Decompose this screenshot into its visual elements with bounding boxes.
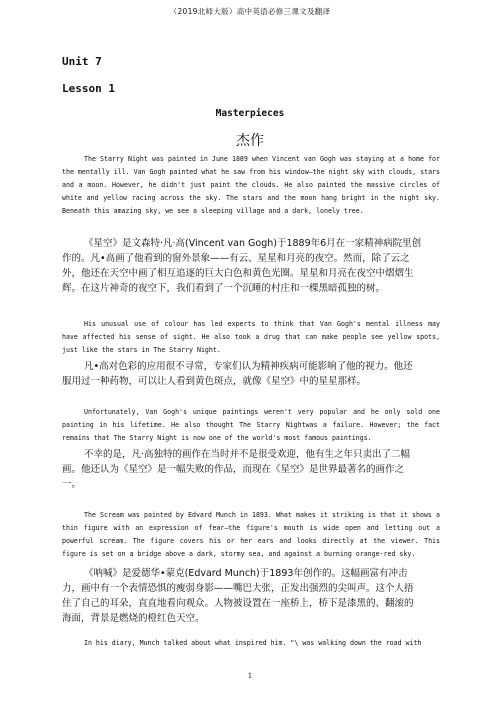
paragraph-3-cn: 不幸的是，凡·高独特的画作在当时并不是很受欢迎，他有生之年只卖出了二幅画。他还认为《星空》是一幅失败的作品，而现在《星空》是世界最著名的画作之一。 <box>62 449 411 490</box>
paragraph-4-en: The Scream was painted by Edvard Munch in 1893. What makes it striking is that it shows a thin figure with an expression of fear—the figure's mouth is wide open and letting out a powerful scream. The figure covers his or her ears and looks directly at the viewer. This figure is set on a bridge above a dark, stormy sea, and against a burning orange-red sky. <box>62 511 440 558</box>
paragraph-5-en: In his diary, Munch talked about what inspired him. "\ was walking down the road with <box>84 639 422 647</box>
unit-heading: Unit 7 <box>62 55 102 68</box>
page-number: 1 <box>247 672 253 680</box>
paragraph-1-en: The Starry Night was painted in June 1889 when Vincent van Gogh was staying at a home for the mentally ill. Van Gogh painted what he saw from his window—the night sky with clouds, stars and a moon. However, he didn't just paint the clouds. He also painted the massive circles of white and yellow racing across the sky. The stars and the moon hang bright in the night sky. Beneath this amazing sky, we see a sleeping village and a dark, lonely tree. <box>62 155 440 215</box>
chinese-title: 杰作 <box>236 133 264 149</box>
paragraph-4-cn: 《呐喊》是爱德华•蒙克(Edvard Munch)于1893年创作的。这幅画富有冲击力，画中有一个表情恐惧的瘦弱身影——嘴巴大张，正发出强烈的尖叫声。这个人捂住了自己的耳朵，直直地看向观众。人物被设置在一座桥上，桥下是漆黑的、翻滚的海面，背景是燃烧的橙红色天空。 <box>62 568 414 624</box>
paragraph-2-cn: 凡•高对色彩的应用很不寻常，专家们认为精神疾病可能影响了他的视力。他还服用过一种药物，可以让人看到黄色斑点，就像《星空》中的星星那样。 <box>62 361 413 387</box>
page-header: （2019北师大版）高中英语必修三课文及翻译 <box>169 7 331 16</box>
paragraph-1-cn: 《星空》是文森特·凡·高(Vincent van Gogh)于1889年6月在一家精神病院里创作的。凡•高画了他看到的窗外景象——有云、星星和月亮的夜空。然而，除了云之外，他还在天空中画了相互追逐的巨大白色和黄色光圈。星星和月亮在夜空中熠熠生辉。在这片神奇的夜空下，我们看到了一个沉睡的村庄和一棵黑暗孤独的树。 <box>62 238 422 294</box>
lesson-subtitle: Masterpieces <box>215 108 285 119</box>
paragraph-2-en: His unusual use of colour has led experts to think that Van Gogh's mental illness may have affected his sense of sight. He also took a drug that can make people see yellow spots, just like the stars in The Starry Night. <box>62 320 440 354</box>
paragraph-3-en: Unfortunately, Van Gogh's unique paintings weren't very popular and he only sold one painting in his lifetime. He also thought The Starry Nightwas a failure. However; the fact remains that The Starry Night is now one of the world's most famous paintings. <box>62 408 440 442</box>
lesson-heading: Lesson 1 <box>62 82 115 95</box>
